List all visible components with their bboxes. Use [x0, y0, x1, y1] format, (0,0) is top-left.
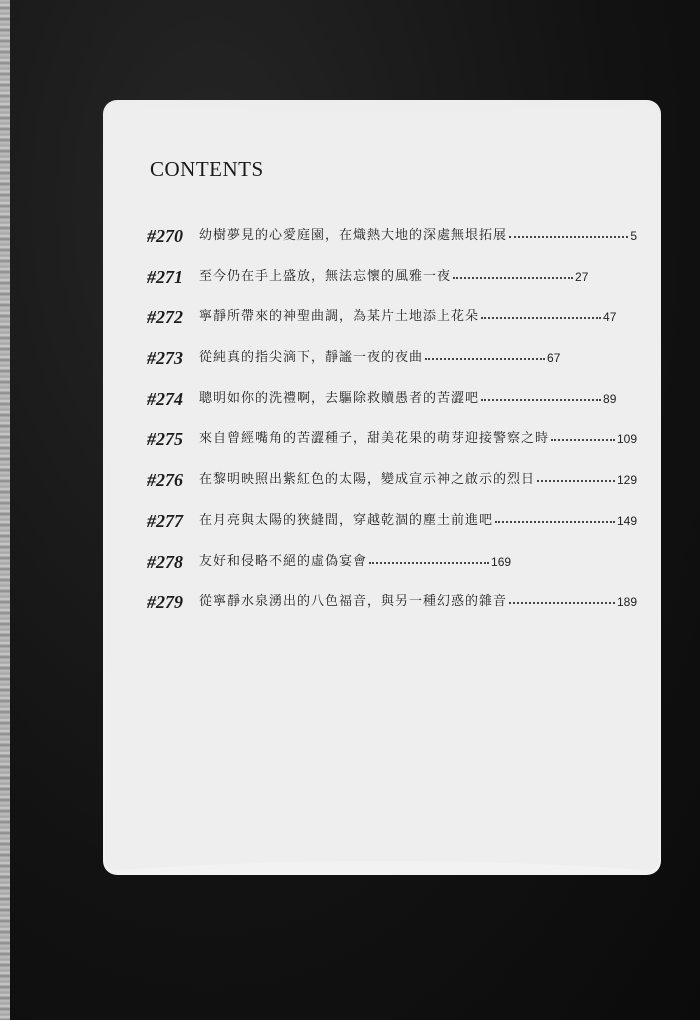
page-number: 169	[491, 554, 512, 569]
toc-entry[interactable]	[147, 266, 637, 307]
chapter-title: 從寧靜水泉湧出的八色福音，與另一種幻惑的雜音	[199, 594, 508, 610]
chapter-title: 從純真的指尖滴下，靜謐一夜的夜曲	[199, 350, 424, 366]
dot-leader	[509, 225, 628, 238]
toc-entry[interactable]	[147, 510, 637, 551]
page-binding-edge	[0, 0, 10, 1020]
dot-leader	[453, 266, 573, 279]
chapter-title: 來自曾經嘴角的苦澀種子，甜美花果的萌芽迎接警察之時	[199, 431, 550, 447]
page-number: 189	[616, 595, 637, 610]
chapter-title: 聰明如你的洗禮啊，去驅除救贖愚者的苦澀吧	[199, 390, 480, 406]
chapter-number: #279	[147, 592, 183, 613]
chapter-number: #275	[147, 429, 183, 450]
chapter-title: 寧靜所帶來的神聖曲調，為某片土地添上花朵	[199, 309, 480, 325]
dot-leader	[537, 469, 615, 482]
chapter-number: #270	[147, 226, 183, 246]
toc-entry[interactable]	[147, 428, 637, 469]
dot-leader	[369, 551, 489, 564]
page-number: 47	[603, 310, 617, 325]
toc-entry[interactable]	[147, 551, 637, 592]
toc-entry[interactable]	[147, 347, 637, 388]
page-number: 129	[616, 473, 637, 488]
page-number: 67	[547, 351, 561, 366]
page-number: 27	[575, 269, 589, 284]
toc-entry[interactable]	[147, 388, 637, 429]
toc-entry[interactable]	[147, 306, 637, 347]
chapter-number: #273	[147, 348, 183, 369]
dot-leader	[495, 510, 615, 523]
chapter-title: 友好和侵略不絕的虛偽宴會	[199, 553, 368, 569]
chapter-title: 在月亮與太陽的狹縫間，穿越乾涸的塵土前進吧	[199, 512, 494, 528]
dot-leader	[425, 347, 545, 360]
table-of-contents	[147, 225, 637, 632]
page-number: 5	[630, 229, 637, 243]
toc-entry[interactable]	[147, 469, 637, 510]
contents-heading: CONTENTS	[150, 157, 264, 181]
chapter-number: #276	[147, 470, 183, 491]
dot-leader	[481, 388, 601, 401]
chapter-number: #271	[147, 266, 183, 287]
chapter-number: #278	[147, 551, 183, 572]
dot-leader	[481, 306, 601, 319]
dot-leader	[509, 591, 615, 604]
chapter-number: #272	[147, 307, 183, 328]
page-number: 109	[616, 432, 637, 447]
chapter-number: #277	[147, 510, 183, 531]
chapter-title: 至今仍在手上盛放，無法忘懷的風雅一夜	[199, 268, 452, 284]
chapter-title: 在黎明映照出紫紅色的太陽，變成宣示神之啟示的烈日	[199, 472, 536, 488]
page-number: 149	[616, 513, 637, 528]
toc-entry[interactable]	[147, 591, 637, 632]
chapter-title: 幼樹夢見的心愛庭園，在熾熱大地的深處無垠拓展	[199, 228, 508, 243]
chapter-number: #274	[147, 388, 183, 409]
dot-leader	[551, 428, 615, 441]
toc-entry[interactable]	[147, 225, 637, 266]
page-number: 89	[603, 391, 617, 406]
